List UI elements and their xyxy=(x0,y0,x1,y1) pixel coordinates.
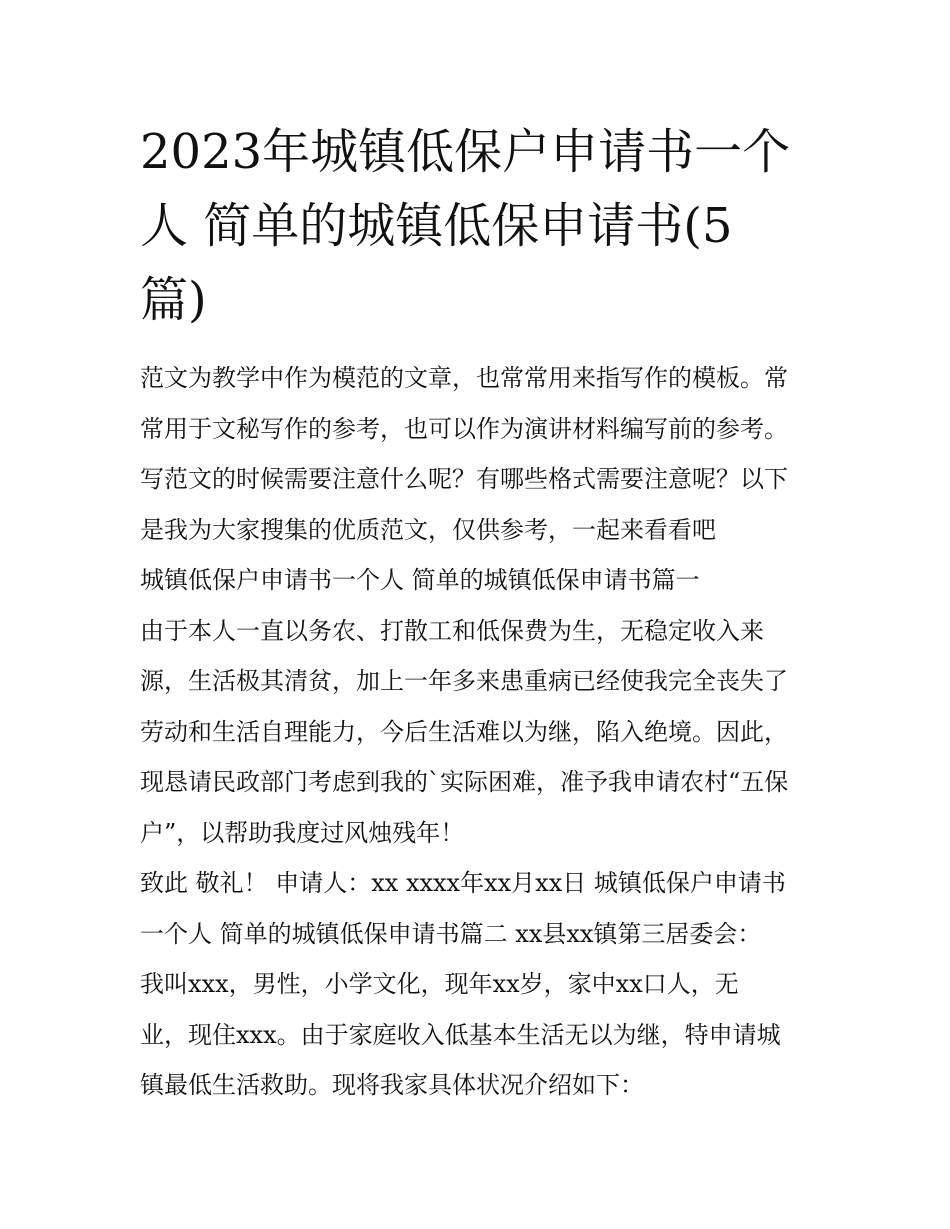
body-line: 范文为教学中作为模范的文章，也常常用来指写作的模板。常 xyxy=(140,364,788,392)
body-line: 业，现住xxx。由于家庭收入低基本生活无以为继，特申请城 xyxy=(140,1020,781,1049)
document-title xyxy=(140,115,820,337)
body-line: 源，生活极其清贫，加上一年多来患重病已经使我完全丧失了 xyxy=(140,667,788,695)
body-line: 致此 敬礼！ 申请人：xx xxxx年xx月xx日 城镇低保户申请书 xyxy=(140,869,786,897)
document-body xyxy=(140,353,820,1111)
body-line: 写范文的时候需要注意什么呢？有哪些格式需要注意呢？以下 xyxy=(140,465,788,493)
body-line: 是我为大家搜集的优质范文，仅供参考，一起来看看吧 xyxy=(140,515,716,544)
title-line: 人 简单的城镇低保申请书(5 xyxy=(140,198,733,254)
body-line: 镇最低生活救助。现将我家具体状况介绍如下： xyxy=(140,1071,644,1099)
body-line: 劳动和生活自理能力，今后生活难以为继，陷入绝境。因此， xyxy=(140,717,788,746)
body-line: 我叫xxx，男性，小学文化，现年xx岁，家中xx口人，无 xyxy=(140,970,739,998)
body-line: 常用于文秘写作的参考，也可以作为演讲材料编写前的参考。 xyxy=(140,414,788,443)
title-line: 2023年城镇低保户申请书一个 xyxy=(140,124,791,180)
body-line: 现恳请民政部门考虑到我的`实际困难，准予我申请农村“五保 xyxy=(140,768,789,796)
title-line: 篇) xyxy=(140,272,207,328)
body-line: 户”，以帮助我度过风烛残年！ xyxy=(140,818,465,847)
section-heading-line: 城镇低保户申请书一个人 简单的城镇低保申请书篇一 xyxy=(140,566,700,594)
body-line: 一个人 简单的城镇低保申请书篇二 xx县xx镇第三居委会： xyxy=(140,919,762,948)
body-line: 由于本人一直以务农、打散工和低保费为生，无稳定收入来 xyxy=(140,616,764,645)
